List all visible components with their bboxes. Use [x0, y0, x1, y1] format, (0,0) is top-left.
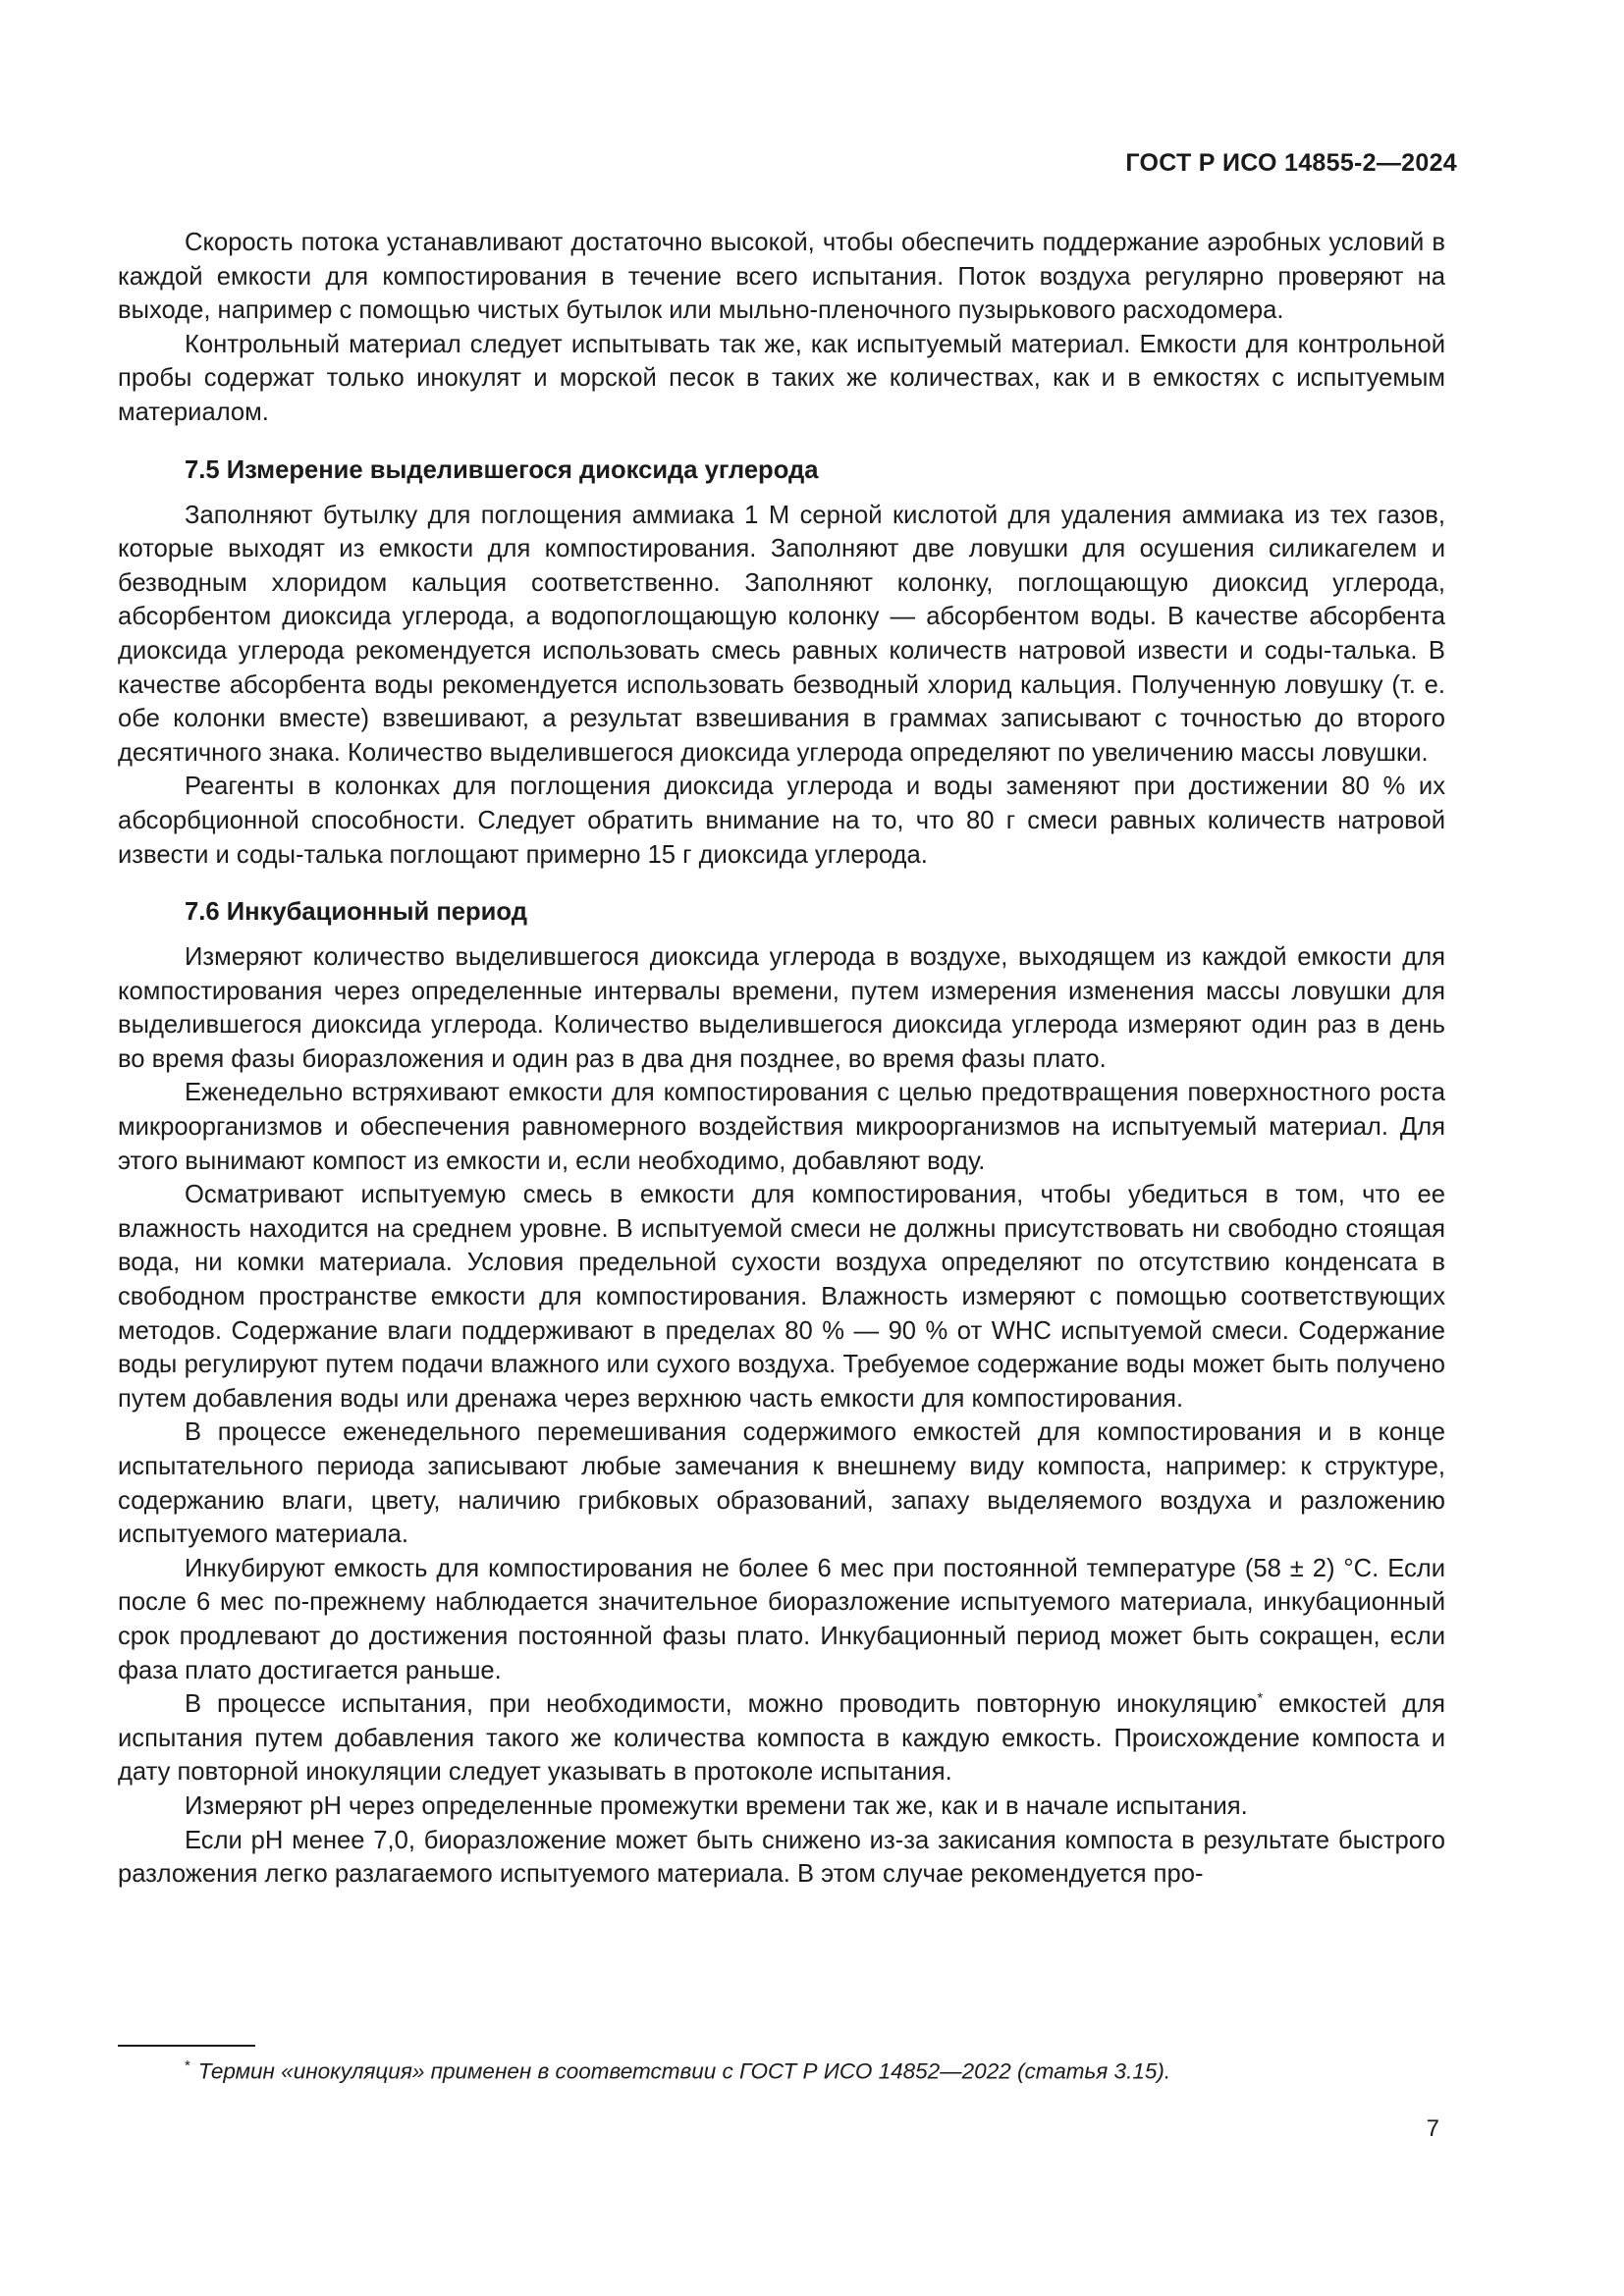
- paragraph: Скорость потока устанавливают достаточно высокой, чтобы обеспечить поддержание аэробных условий в каждой емкости для компостирования в течение всего испытания. Поток воздуха регулярно проверяют на выходе, например с помощью чистых бутылок или мыльно-пленочного пузырькового расходомера.: [118, 229, 1445, 325]
- paragraph: [118, 1687, 1445, 1789]
- paragraph: Если pH менее 7,0, биоразложение может быть снижено из-за закисания компоста в результате быстрого разложения легко разлагаемого испытуемого материала. В этом случае рекомендуется про-: [118, 1826, 1445, 1889]
- paragraph: Измеряют количество выделившегося диоксида углерода в воздухе, выходящем из каждой емкости для компостирования через определенные интервалы времени, путем измерения изменения массы ловушки для выделившегося диоксида углерода. Количество выделившегося диоксида углерода измеряют один раз в день во время фазы биоразложения и один раз в два дня позднее, во время фазы плато.: [118, 943, 1445, 1073]
- paragraph-text: В процессе испытания, при необходимости, можно проводить повторную инокуляцию: [185, 1690, 1258, 1719]
- footnote-marker: *: [185, 2057, 190, 2074]
- paragraph: Заполняют бутылку для поглощения аммиака 1 М серной кислотой для удаления аммиака из тех газов, которые выходят из емкости для компостирования. Заполняют две ловушки для осушения силикагелем и безводным хлоридом кальция соответственно. Заполняют колонку, поглощающую диоксид углерода, абсорбентом диоксида углерода, а водопоглощающую колонку — абсорбентом воды. В качестве абсорбента диоксида углерода рекомендуется использовать смесь равных количеств натровой извести и соды-талька. В качестве абсорбента воды рекомендуется использовать безводный хлорид кальция. Полученную ловушку (т. е. обе колонки вместе) взвешивают, а результат взвешивания в граммах записывают с точностью до второго десятичного знака. Количество выделившегося диоксида углерода определяют по увеличению массы ловушки.: [118, 501, 1445, 767]
- paragraph-text: емкостей для испытания путем добавления такого же количества компоста в каждую емкость. Происхождение компоста и дату повторной инокуляции следует указывать в протоколе испытания.: [118, 1690, 1445, 1787]
- section-heading-7-5: 7.5 Измерение выделившегося диоксида углерода: [185, 455, 819, 484]
- paragraph: Инкубируют емкость для компостирования не более 6 мес при постоянной температуре (58 ± 2) °С. Если после 6 мес по-прежнему наблюдается значительное биоразложение испытуемого материала, инкубационный срок продлевают до достижения постоянной фазы плато. Инкубационный период может быть сокращен, если фаза плато достигается раньше.: [118, 1554, 1445, 1684]
- paragraph: Измеряют pH через определенные промежутки времени так же, как и в начале испытания.: [185, 1791, 1248, 1820]
- paragraph: Осматривают испытуемую смесь в емкости для компостирования, чтобы убедиться в том, что ее влажность находится на среднем уровне. В испытуемой смеси не должны присутствовать ни свободно стоящая вода, ни комки материала. Условия предельной сухости воздуха определяют по отсутствию конденсата в свободном пространстве емкости для компостирования. Влажность измеряют с помощью соответствующих методов. Содержание влаги поддерживают в пределах 80 % — 90 % от WHC испытуемой смеси. Содержание воды регулируют путем подачи влажного или сухого воздуха. Требуемое содержание воды может быть получено путем добавления воды или дренажа через верхнюю часть емкости для компостирования.: [118, 1181, 1445, 1413]
- footnote-text: Термин «инокуляция» применен в соответствии с ГОСТ Р ИСО 14852—2022 (статья 3.15).: [197, 2058, 1171, 2084]
- document-code-header: ГОСТ Р ИСО 14855-2—2024: [1125, 149, 1457, 177]
- paragraph: Реагенты в колонках для поглощения диоксида углерода и воды заменяют при достижении 80 % их абсорбционной способности. Следует обратить внимание на то, что 80 г смеси равных количеств натровой извести и соды-талька поглощают примерно 15 г диоксида углерода.: [118, 773, 1445, 869]
- section-heading-7-6: 7.6 Инкубационный период: [185, 898, 527, 927]
- body-text: [118, 226, 1445, 1892]
- paragraph: В процессе еженедельного перемешивания содержимого емкостей для компостирования и в конце испытательного периода записывают любые замечания к внешнему виду компоста, например: к структуре, содержанию влаги, цвету, наличию грибковых образований, запаху выделяемого воздуха и разложению испытуемого материала.: [118, 1418, 1445, 1549]
- page-number: 7: [1426, 2115, 1439, 2142]
- footnote-reference: *: [1257, 1689, 1264, 1707]
- paragraph: Еженедельно встряхивают емкости для компостирования с целью предотвращения поверхностного роста микроорганизмов и обеспечения равномерного воздействия микроорганизмов на испытуемый материал. Для этого вынимают компост из емкости и, если необходимо, добавляют воду.: [118, 1079, 1445, 1175]
- paragraph: Контрольный материал следует испытывать так же, как испытуемый материал. Емкости для контрольной пробы содержат только инокулят и морской песок в таких же количествах, как и в емкостях с испытуемым материалом.: [118, 330, 1445, 426]
- footnote: [185, 2057, 1170, 2085]
- footnote-divider: [118, 2045, 255, 2047]
